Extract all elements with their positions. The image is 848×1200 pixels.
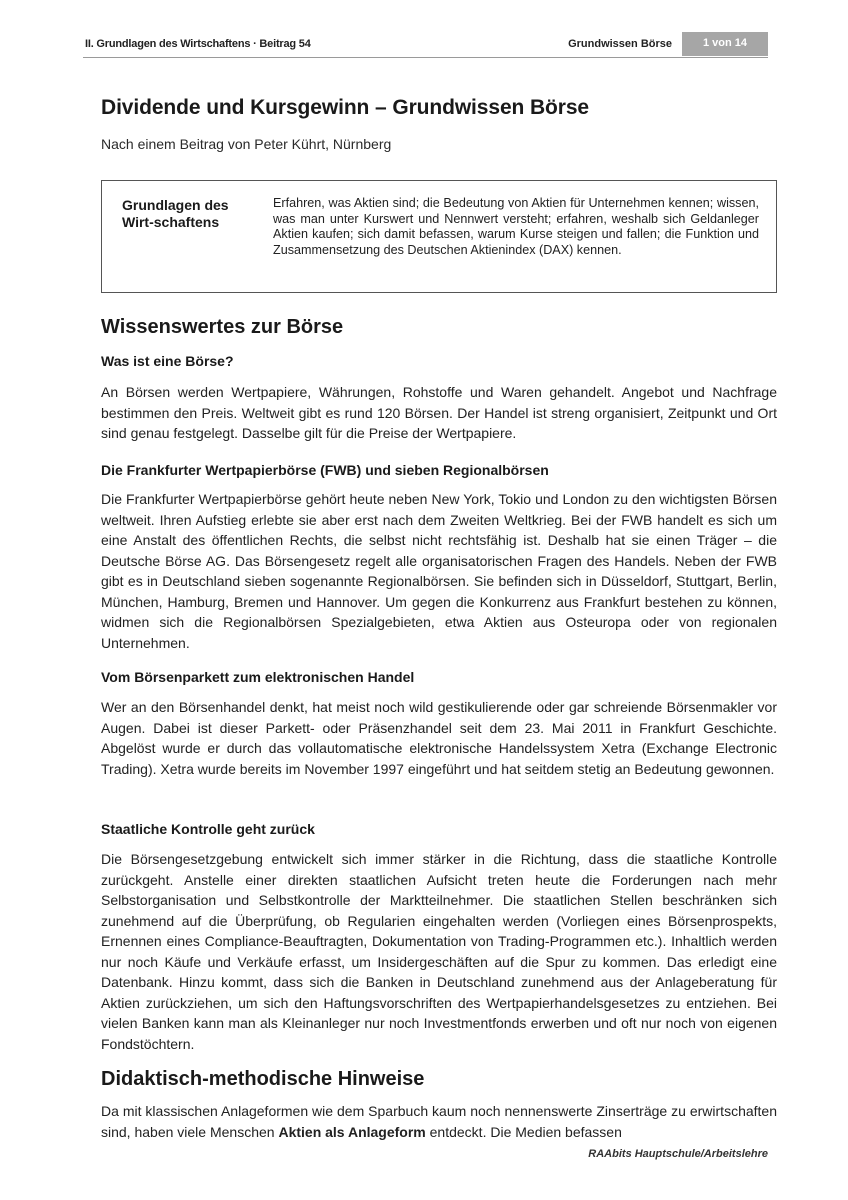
objectives-label: Grundlagen des Wirt-schaftens	[122, 197, 229, 230]
subsection-parkett	[101, 669, 777, 779]
emphasis-text: Aktien als Anlageform	[278, 1123, 426, 1140]
document-title: Dividende und Kursgewinn – Grundwissen Börse	[101, 96, 590, 119]
subsection-heading: Die Frankfurter Wertpapierbörse (FWB) und sieben Regionalbörsen	[101, 462, 549, 478]
text-run: entdeckt. Die Medien befassen	[425, 1123, 622, 1140]
objectives-text: Erfahren, was Aktien sind; die Bedeutung von Aktien für Unternehmen kennen; wissen, was man unter Kurswert und Nennwert versteht; erfahren, weshalb sich Geldanleger Aktien kaufen; sich damit befassen, warum Kurse steigen und fallen; die Funktion und Zusammensetzung des Deutschen Aktienindex (DAX) kennen.	[273, 196, 759, 257]
section-heading: Didaktisch-methodische Hinweise	[101, 1068, 425, 1090]
subsection-heading: Was ist eine Börse?	[101, 353, 234, 369]
header-topic: Grundwissen Börse	[568, 38, 672, 50]
subsection-fwb	[101, 462, 777, 653]
paragraph: Wer an den Börsenhandel denkt, hat meist noch wild gestikulierende oder gar schreiende Börsenmakler vor Augen. Dabei ist dieser Parkett- oder Präsenzhandel seit dem 23. Mai 2011 in Frankfurt Geschichte. Abgelöst wurde er durch das vollautomatische elektronische Handelssystem Xetra (Exchange Electronic Trading). Xetra wurde bereits im November 1997 eingeführt und hat seitdem stetig an Bedeutung gewonnen.	[101, 699, 777, 777]
page-number: 1 von 14	[682, 32, 768, 56]
page-footer: RAAbits Hauptschule/Arbeitslehre	[588, 1148, 768, 1160]
paragraph: An Börsen werden Wertpapiere, Währungen, Rohstoffe und Waren gehandelt. Angebot und Nachfrage bestimmen den Preis. Weltweit gibt es rund 120 Börsen. Der Handel ist streng organisiert, Zeitpunkt und Ort sind genau festgelegt. Dasselbe gilt für die Preise der Wertpapiere.	[101, 384, 777, 441]
section-heading: Wissenswertes zur Börse	[101, 316, 344, 338]
subsection-heading: Vom Börsenparkett zum elektronischen Handel	[101, 669, 415, 685]
paragraph: Die Börsengesetzgebung entwickelt sich immer stärker in die Richtung, dass die staatliche Kontrolle zurückgeht. Anstelle einer direkten staatlichen Aufsicht treten heute die Forderungen nach mehr Selbstorganisation und Selbstkontrolle der Marktteilnehmer. Die staatlichen Stellen beschränken sich zunehmend auf die Überprüfung, ob Regularien eingehalten werden (Vorliegen eines Börsenprospekts, Ernennen eines Compliance-Beauftragten, Dokumentation von Trading-Programmen etc.). Inhaltlich werden nur noch Käufe und Verkäufe erfasst, um Insidergeschäften auf die Spur zu kommen. Das erledigt eine Datenbank. Hinzu kommt, dass sich die Banken in Deutschland zunehmend aus der Anlageberatung für Aktien zurückziehen, um sich den Haftungsvorschriften des Wertpapierhandelsgesetzes zu entziehen. Bei vielen Banken kann man als Kleinanleger nur noch Investmentfonds erwerben und oft nur noch von eigenen Fondstöchtern.	[101, 851, 777, 1052]
text-run: Da mit klassischen Anlageformen wie dem Sparbuch kaum noch nennenswerte Zinserträge zu erwirtschaften sind, haben viele Menschen	[101, 1103, 777, 1140]
paragraph: Die Frankfurter Wertpapierbörse gehört heute neben New York, Tokio und London zu den wichtigsten Börsen weltweit. Ihren Aufstieg erlebte sie aber erst nach dem Zweiten Weltkrieg. Bei der FWB handelt es sich um eine Anstalt des öffentlichen Rechts, die selbst nicht rechtsfähig ist. Deshalb hat sie einen Träger – die Deutsche Börse AG. Das Börsengesetz regelt alle organisatorischen Fragen des Handels. Neben der FWB gibt es in Deutschland sieben sogenannte Regionalbörsen. Sie befinden sich in Düsseldorf, Stuttgart, Berlin, München, Hamburg, Bremen und Hannover. Um gegen die Konkurrenz aus Frankfurt bestehen zu können, widmen sich die Regionalbörsen Spezialgebieten, etwa Aktien aus Osteuropa oder von regionalen Unternehmen.	[101, 491, 777, 651]
subsection-heading: Staatliche Kontrolle geht zurück	[101, 821, 315, 837]
byline: Nach einem Beitrag von Peter Kührt, Nürnberg	[101, 136, 392, 152]
objectives-box	[101, 180, 777, 293]
subsection-kontrolle	[101, 821, 777, 1054]
paragraph	[101, 1101, 777, 1142]
subsection-was-ist-boerse	[101, 353, 777, 444]
section-heading-wissenswertes	[101, 316, 777, 339]
page-header	[83, 32, 768, 58]
section-didaktik	[101, 1068, 777, 1142]
header-section: II. Grundlagen des Wirtschaftens · Beitrag 54	[85, 38, 311, 50]
